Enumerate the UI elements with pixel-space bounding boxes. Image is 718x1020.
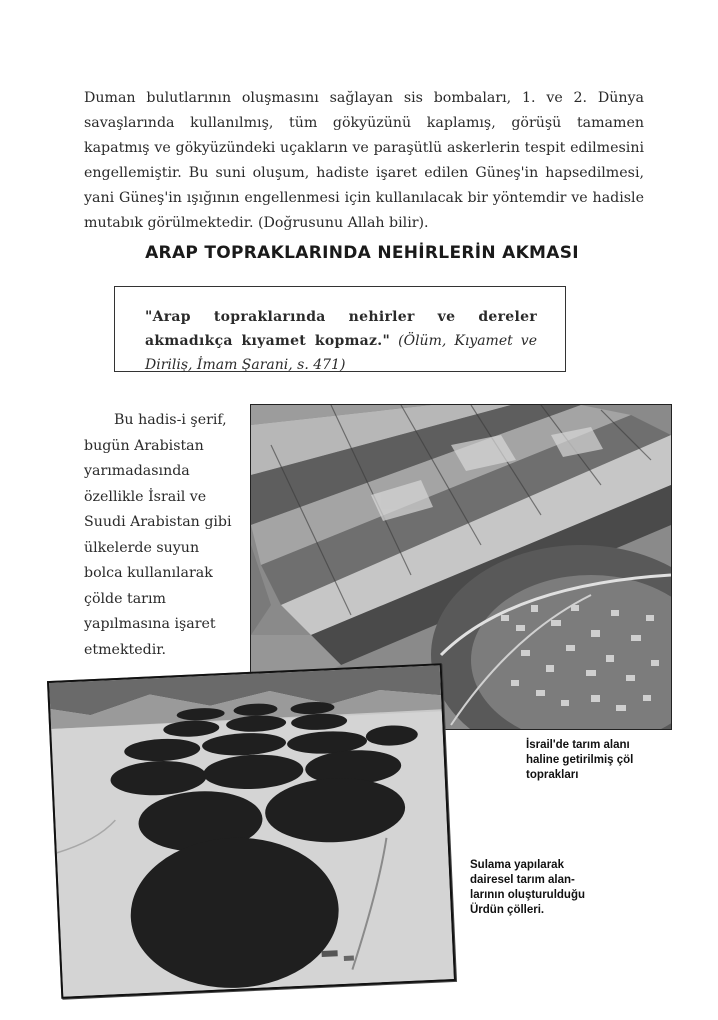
caption-line: Ürdün çölleri. — [470, 904, 545, 916]
caption-line: toprakları — [526, 769, 579, 781]
hadith-quote-box — [114, 286, 566, 372]
side-paragraph — [84, 408, 232, 663]
side-paragraph-text: Bu hadis-i şerif, bugün Arabistan yarımadasında özellikle İsrail ve Suudi Arabistan gibi ülkelerde suyun bolca kullanılarak çölde tarım yapılmasına işaret etmektedir. — [84, 412, 232, 658]
caption-line: İsrail'de tarım alanı — [526, 739, 630, 751]
intro-paragraph: Duman bulutlarının oluşmasını sağlayan sis bombaları, 1. ve 2. Dünya savaşlarında kullanılmış, tüm gökyüzünü kaplamış, görüşü tamamen kapatmış ve gökyüzündeki uçakların ve paraşütlü askerlerin tespit edilmesini engellemiştir. Bu suni oluşum, hadiste işaret edilen Güneş'in hapsedilmesi, yani Güneş'in ışığının engellenmesi için kullanılacak bir yöntemdir ve hadisle mutabık görülmektedir. (Doğrusunu Allah bilir). — [84, 90, 644, 231]
hadith-quote-source: (Ölüm, Kıyamet ve Diriliş, İmam Şarani, s. 471) — [145, 333, 537, 373]
caption-line: larının oluşturulduğu — [470, 889, 585, 901]
section-title: ARAP TOPRAKLARINDA NEHİRLERİN AKMASI — [145, 243, 579, 263]
caption-line: Sulama yapılarak — [470, 859, 564, 871]
jordan-irrigation-photo — [47, 663, 456, 999]
hadith-quote-text: "Arap topraklarında nehirler ve dereler akmadıkça kıyamet kopmaz." — [145, 309, 537, 349]
israel-photo-caption — [526, 738, 666, 783]
caption-line: haline getirilmiş çöl — [526, 754, 634, 766]
irrigation-circles-image — [49, 665, 454, 996]
jordan-photo-caption — [470, 858, 610, 918]
caption-line: dairesel tarım alan- — [470, 874, 575, 886]
